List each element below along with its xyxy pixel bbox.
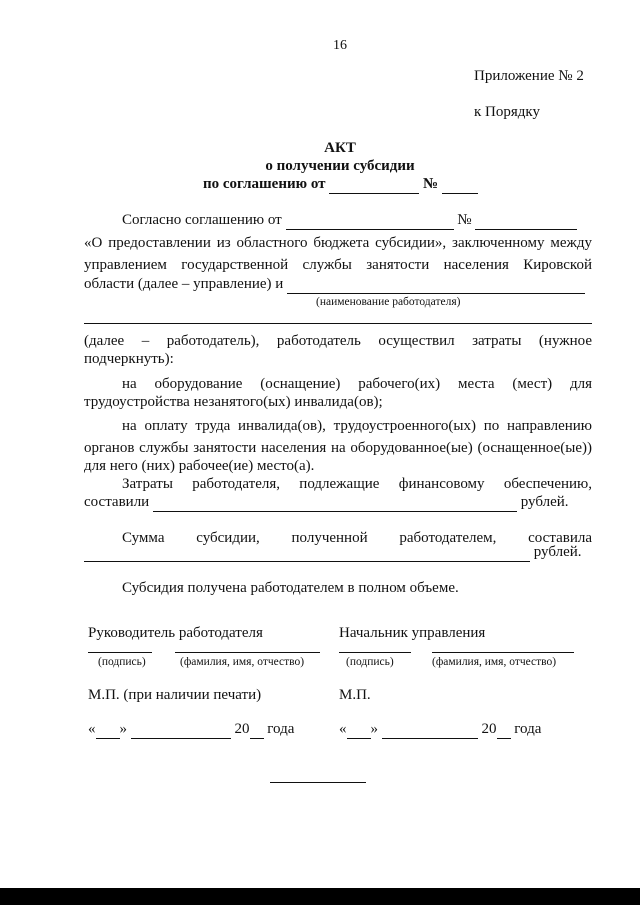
left-date-year-field[interactable]	[250, 721, 264, 739]
p4-line-1: на оплату труда инвалида(ов), трудоустроенного(ых) по направлению	[122, 418, 592, 434]
agreement-number-field[interactable]	[442, 176, 478, 194]
left-date-line	[88, 721, 294, 739]
agreement-number-sign: №	[423, 176, 439, 192]
p7-text: Субсидия получена работодателем в полном объеме.	[122, 580, 459, 596]
left-date-close-quote: »	[119, 721, 127, 737]
right-name-line[interactable]	[432, 652, 574, 653]
left-sign-caption: (подпись)	[98, 656, 146, 668]
right-seal-label: М.П.	[339, 687, 371, 703]
right-date-day-field[interactable]	[347, 721, 371, 739]
document-subtitle: о получении субсидии	[265, 158, 415, 174]
right-signatory-title: Начальник управления	[339, 625, 486, 641]
p6-rubles: рублей.	[533, 544, 582, 560]
right-date-year-field[interactable]	[497, 721, 511, 739]
document-subtitle-agreement	[203, 176, 478, 194]
left-date-day-field[interactable]	[96, 721, 120, 739]
p1-line-1	[122, 212, 577, 230]
right-date-year-prefix: 20	[481, 721, 497, 737]
left-date-open-quote: «	[88, 721, 96, 737]
p1-line-2: «О предоставлении из областного бюджета субсидии», заключенному между	[84, 235, 592, 251]
right-date-open-quote: «	[339, 721, 347, 737]
p3-line-2: трудоустройства незанятого(ых) инвалида(ов);	[84, 394, 383, 410]
right-name-caption: (фамилия, имя, отчество)	[432, 656, 557, 668]
left-signatory-title: Руководитель работодателя	[88, 625, 263, 641]
agreement-prefix: по соглашению от	[203, 176, 326, 192]
p5-line-2	[84, 494, 569, 512]
left-seal-label: М.П. (при наличии печати)	[88, 687, 262, 703]
left-signature-line[interactable]	[88, 652, 152, 653]
left-name-caption: (фамилия, имя, отчество)	[180, 656, 305, 668]
p1-agreement-date-field[interactable]	[286, 212, 454, 230]
right-signature-line[interactable]	[339, 652, 411, 653]
right-sign-caption: (подпись)	[346, 656, 394, 668]
document-title: АКТ	[324, 140, 356, 156]
p4-line-2: органов службы занятости населения на оборудованное(ые) (оснащенное(ые))	[84, 440, 592, 456]
p3-line-1: на оборудование (оснащение) рабочего(их) места (мест) для	[122, 376, 592, 392]
annex-line-2: к Порядку	[474, 104, 540, 120]
p6-line-2	[84, 544, 582, 562]
left-date-year-prefix: 20	[234, 721, 250, 737]
left-date-month-field[interactable]	[131, 721, 231, 739]
p2-line-2: подчеркнуть):	[84, 351, 174, 367]
right-date-line	[339, 721, 541, 739]
left-date-year-word: года	[267, 721, 295, 737]
right-date-month-field[interactable]	[382, 721, 478, 739]
p1-line-3: управлением государственной службы занятости населения Кировской	[84, 257, 592, 273]
p1-start-text: Согласно соглашению от	[122, 212, 282, 228]
page-number: 16	[333, 38, 347, 53]
annex-line-1: Приложение № 2	[474, 68, 584, 84]
p5-rubles: рублей.	[520, 494, 569, 510]
p1-line-4-text: области (далее – управление) и	[84, 276, 284, 292]
left-name-line[interactable]	[175, 652, 320, 653]
employer-name-caption: (наименование работодателя)	[316, 296, 461, 308]
costs-amount-field[interactable]	[153, 494, 517, 512]
employer-name-continuation-line[interactable]	[84, 323, 592, 324]
bottom-scan-edge	[0, 888, 640, 905]
p2-line-1: (далее – работодатель), работодатель осуществил затраты (нужное	[84, 333, 592, 349]
p1-line-4	[84, 276, 585, 294]
p1-number-sign: №	[457, 212, 472, 228]
p5-line-1: Затраты работодателя, подлежащие финансовому обеспечению,	[122, 476, 592, 492]
right-date-close-quote: »	[370, 721, 378, 737]
p4-line-3: для него (них) рабочее(ие) место(а).	[84, 458, 315, 474]
closing-separator	[270, 782, 366, 783]
agreement-date-field[interactable]	[329, 176, 419, 194]
subsidy-amount-field[interactable]	[84, 544, 530, 562]
employer-name-field[interactable]	[287, 276, 585, 294]
p5-prefix: составили	[84, 494, 150, 510]
p6-line-1: Сумма субсидии, полученной работодателем, составила	[122, 530, 592, 546]
right-date-year-word: года	[514, 721, 542, 737]
p1-agreement-number-field[interactable]	[475, 212, 577, 230]
